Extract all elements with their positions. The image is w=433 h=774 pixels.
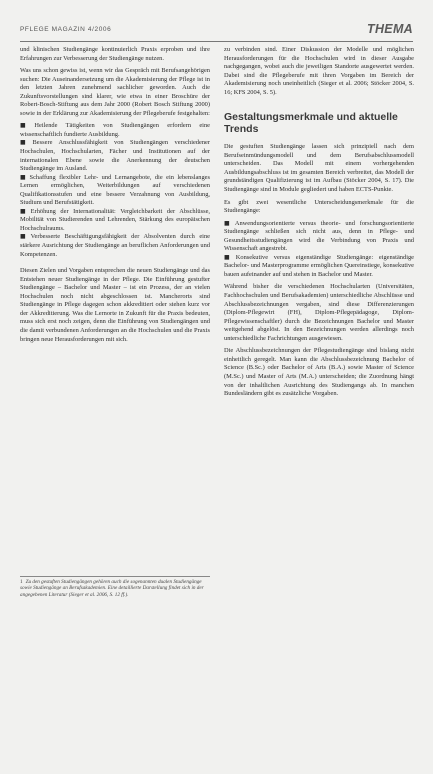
right-paragraph-1: zu verbinden sind. Einer Diskussion der Modelle und möglichen Herausforderungen für die Hochschulen wird in dieser Ausgabe nachgegangen, wobei auch die jeweiligen Standorte ausgewertet werden. Dabei sind die Pflegeberufe mit ihren Vorgaben im Bereich der Akademisierung noch uneinheitlich (Sieger et al. 2006; Stöcker 2004, S. 16; KFS 2004, S. 5). [224, 46, 414, 96]
square-bullet-icon: ■ [20, 207, 29, 215]
left-column [20, 46, 210, 348]
square-bullet-icon: ■ [20, 139, 31, 147]
right-paragraph-4: Während bisher die verschiedenen Hochschularten (Universitäten, Fachhochschulen und Berufsakademien) unterschiedliche Abschlüsse und Abschlussbezeichnungen vergaben, sind diese Differenzierungen (Diplom-Pflegewirt (FH), Diplom-Pflegepädagoge, Diplom-Pflegewissenschaftler) durch die Bezeichnungen Bachelor und Master weitgehend abgelöst. In den Bezeichnungen werden allerdings noch unterschiedliche Fachrichtungen ausgewiesen. [224, 283, 414, 342]
square-bullet-icon: ■ [20, 173, 28, 181]
right-paragraph-5: Die Abschlussbezeichnungen der Pflegestudiengänge sind bislang nicht einheitlich geregelt. Man kann die Abschlussbezeichnung Bachelor of Science (B.Sc.) oder Bachelor of Arts (B.A.) sowie Master of Science (M.Sc.) und Master of Arts (M.A.) unterscheiden; die Zuordnung hängt von der inhaltlichen Ausrichtung des Studiengangs ab. In manchen Bundesländern gibt es zusätzliche Vorgaben. [224, 347, 414, 398]
left-bullet: ■ Heilende Tätigkeiten von Studiengängen erfordern eine wissenschaftlich fundierte Ausbildung. [20, 122, 210, 138]
section-heading: Gestaltungsmerkmale und aktuelle Trends [224, 111, 398, 136]
left-bullet: ■ Verbesserte Beschäftigungsfähigkeit der Absolventen durch eine stärkere Ausrichtung der Studiengänge an beruflichen Anforderungen und Kompetenzen. [20, 233, 210, 258]
left-paragraph-1: Was uns schon gewiss ist, wenn wir das Gespräch mit Berufsangehörigen suchen: Die Auseinandersetzung um die Akademisierung der Pflege ist in den letzten Jahren zunehmend sachlicher geworden. Auch die Zukunftsvorstellungen sind klarer, wie etwa in einer Broschüre der Robert-Bosch-Stiftung aus dem Jahr 2000 (Robert Bosch Stiftung 2000) sowie in der Erklärung zur Akademisierung der Pflegeberufe festgehalten: [20, 67, 210, 117]
left-intro: und klinischen Studiengänge kontinuierlich Praxis erproben und ihre Erfahrungen zur Verbesserung der Studiengänge nutzen. [20, 46, 210, 62]
square-bullet-icon: ■ [224, 253, 234, 261]
left-bullet: ■ Erhöhung der Internationalität: Vergleichbarkeit der Abschlüsse, Mobilität von Studierenden und Lehrenden, Stärkung des europäischen Hochschulraums. [20, 207, 211, 232]
footnote-number: 1 [20, 579, 23, 585]
left-paragraph-2: Diesen Zielen und Vorgaben entsprechen die neuen Studiengänge und das Entstehen neuer Studiengänge in der Pflege. Die Einführung gestufter Studiengänge – Bachelor und Master – ist ein Prozess, der an vielen Hochschulen noch nicht abgeschlossen ist. Mancherorts sind Studiengänge in Pflege dagegen schon akkreditiert oder stehen kurz vor der Akkreditierung. Was die Lernorte in Zukunft für die Praxis bedeuten, muss sich erst noch zeigen, denn die Einführung von Studiengängen und die damit verbundenen Anforderungen an die Hochschulen und die Praxis bringen neue Herausforderungen mit sich. [20, 267, 210, 343]
right-paragraph-3: Es gibt zwei wesentliche Unterscheidungsmerkmale für die Studiengänge: [224, 198, 414, 215]
right-paragraph-2: Die gestuften Studiengänge lassen sich prinzipiell nach dem Berufseinmündungsmodell und dem Berufsabschlussmodell unterscheiden. Das Modell mit einem vorhergehenden Ausbildungsabschluss ist im gesamten Bereich verbreitet, das Modell der grundständigen Qualifizierung ist im Aufbau (Stöcker 2004, S. 17). Die Studiengänge sind in Module gegliedert und haben ECTS-Punkte. [224, 143, 414, 194]
right-bullet: ■ Konsekutive versus eigenständige Studiengänge: eigenständige Bachelor- und Masterprogramme ermöglichen Quereinstiege, konsekutive bauen aufeinander auf und stehen in Bachelor und Master. [224, 253, 414, 278]
page-header [20, 22, 413, 40]
left-bullet: ■ Schaffung flexibler Lehr- und Lernangebote, die ein lebenslanges Lernen ermöglichen, Weiterbildungen auf verschiedenen Qualifikationsstufen und eine bessere Verzahnung von Ausbildung, Studium und Berufstätigkeit. [20, 173, 211, 207]
square-bullet-icon: ■ [20, 122, 33, 130]
section-title: THEMA [367, 22, 413, 36]
square-bullet-icon: ■ [224, 219, 233, 227]
footnote [20, 576, 210, 598]
journal-name: PFLEGE MAGAZIN 4/2006 [20, 26, 112, 33]
right-bullet: ■ Anwendungsorientierte versus theorie- und forschungsorientierte Studiengänge schließen sich nicht aus, denn in Pflege- und Gesundheitsstudiengängen wird die Verbindung von Praxis und Wissenschaft angestrebt. [224, 219, 414, 253]
square-bullet-icon: ■ [20, 233, 29, 241]
left-bullet: ■ Bessere Anschlussfähigkeit von Studiengängen verschiedener Hochschulen, Hochschularten, Fächer und Institutionen auf der internationalen Ebene sowie die Anerkennung der deutschen Studiengänge im Ausland. [20, 139, 210, 173]
header-rule [20, 41, 413, 42]
right-column [224, 46, 414, 403]
footnote-text: Zu den gestuften Studiengängen gehören auch die sogenannten dualen Studiengänge sowie Studiengänge an Berufsakademien. Eine detaillierte Darstellung findet sich in der angegebenen Literatur (Sieger et al. 2006, S. 12 ff.). [20, 579, 204, 598]
